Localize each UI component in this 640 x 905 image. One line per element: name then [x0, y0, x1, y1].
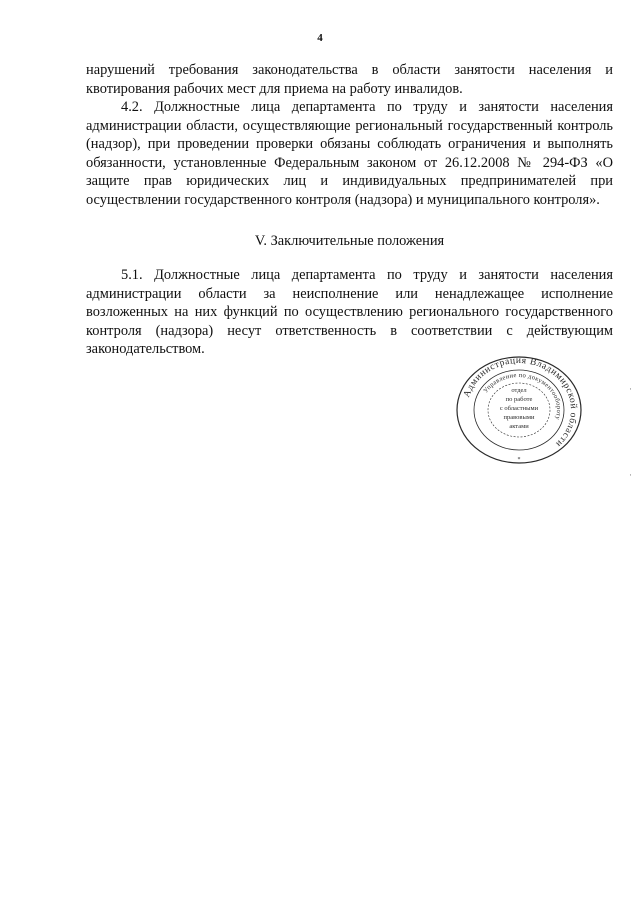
stamp-center-text [500, 387, 539, 430]
paragraph-continuation: нарушений требования законодательства в области занятости населения и квотирования рабочих мест для приема на работу инвалидов. [86, 62, 613, 97]
stamp-center-line: правовыми [503, 414, 535, 421]
scan-edge-mark: · [629, 384, 632, 394]
page-number: 4 [317, 32, 323, 44]
paragraph-4-2: 4.2. Должностные лица департамента по труду и занятости населения администрации области, осуществляющие региональный государственный контроль (надзор), при проведении проверки обязаны соблюдать ограничения и выполнять обязанности, установленные Федеральным законом от 26.12.2008 № 294-ФЗ «О защите прав юридических лиц и индивидуальных предпринимателей при осуществлении государственного контроля (надзора) и муниципального контроля». [86, 99, 613, 208]
stamp-center-line: с областными [499, 405, 539, 412]
stamp-center-line: отдел [511, 387, 527, 394]
stamp-middle-text: Управление по документообороту [482, 371, 563, 421]
official-stamp [453, 354, 585, 464]
paragraph-5-1: 5.1. Должностные лица департамента по труду и занятости населения администрации области за неисполнение или ненадлежащее исполнение возложенных на них функций по осуществлению регионального государственного контроля (надзора) несут ответственность в соответствии с действующим законодательством. [86, 267, 613, 357]
stamp-center-line: по работе [505, 396, 533, 403]
scan-edge-mark: · [629, 470, 632, 480]
stamp-center-line: актами [509, 423, 529, 430]
svg-text:*: * [517, 457, 521, 463]
section-heading: V. Заключительные положения [254, 233, 445, 249]
stamp-outer-text: Администрация Владимирской области [462, 355, 579, 449]
